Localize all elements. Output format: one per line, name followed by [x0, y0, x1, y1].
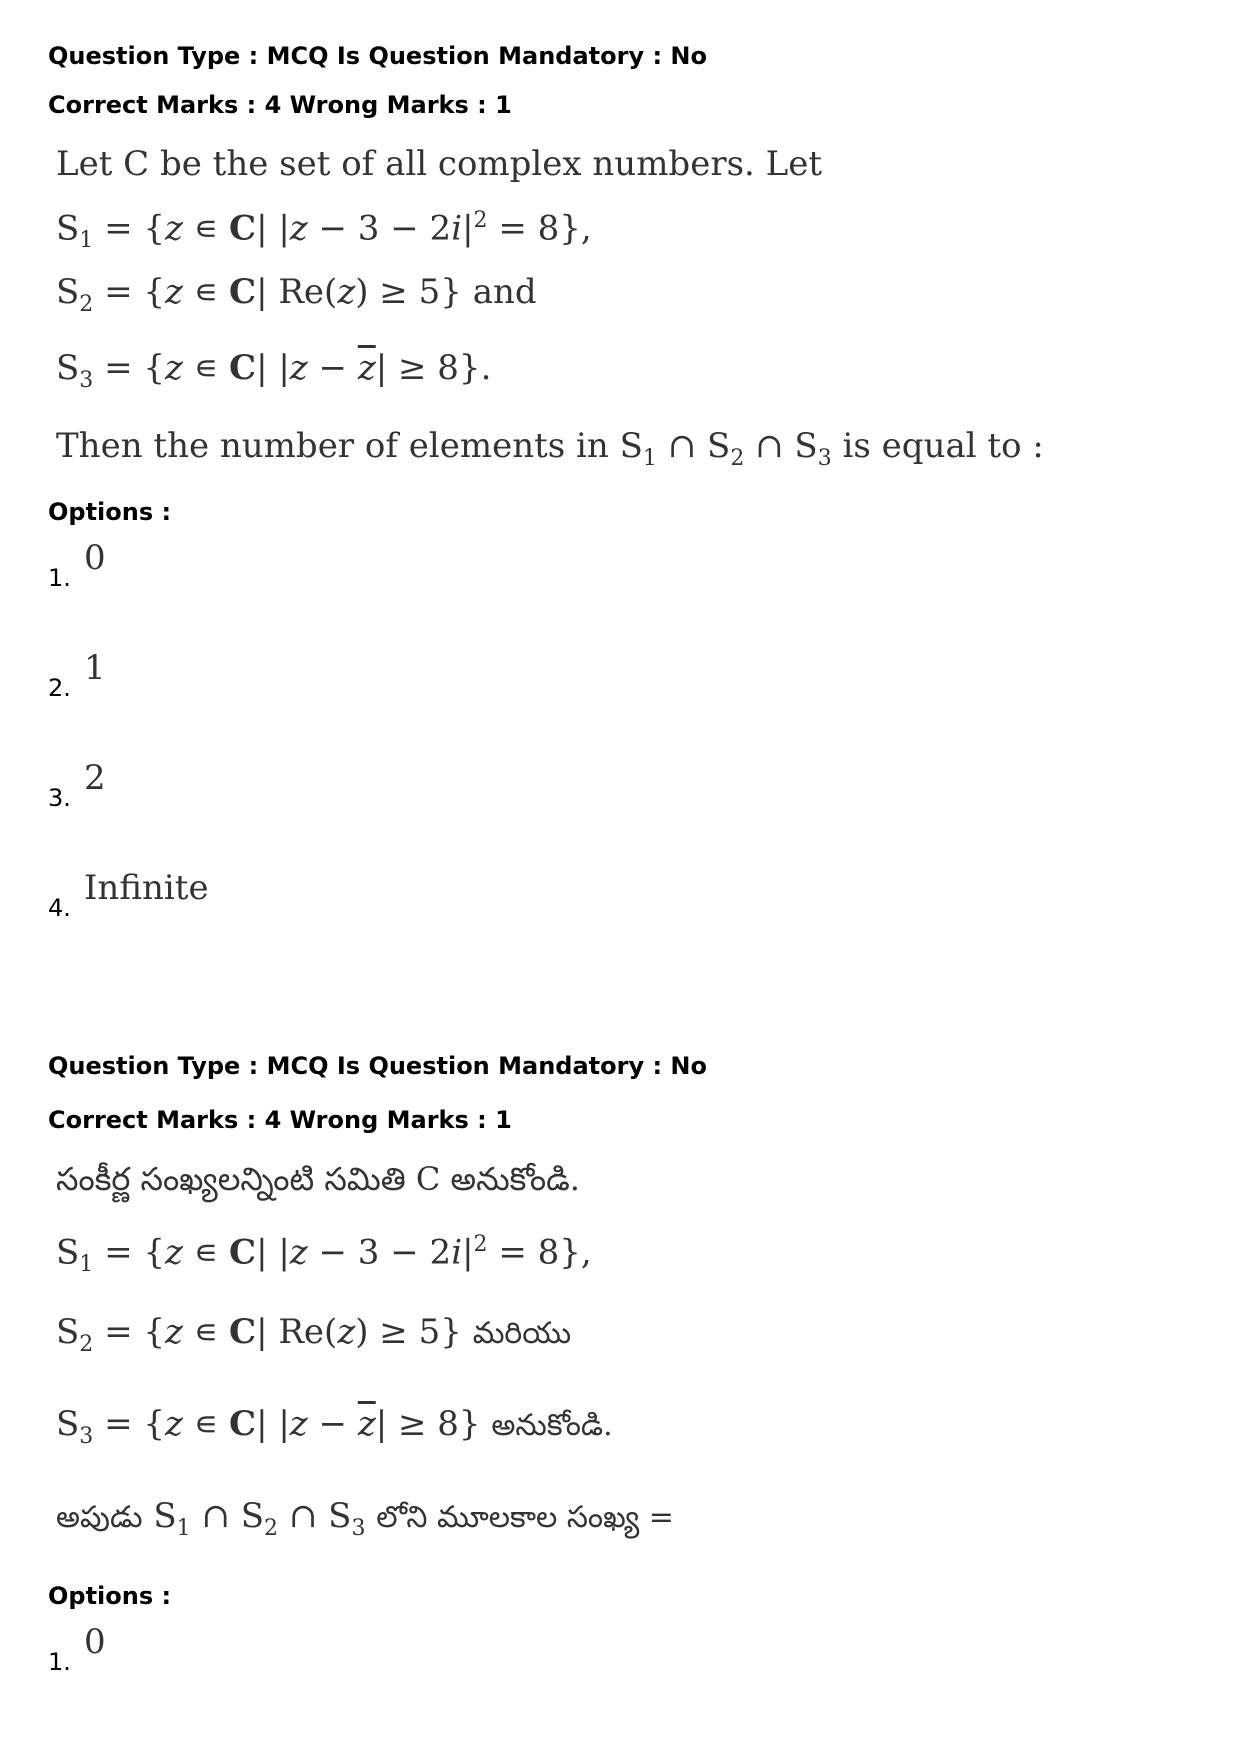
option-number: 3.	[48, 784, 71, 812]
set-s2-definition: $S_2 = \{z$ ∊ C| Re(z) ≥ 5} and	[56, 272, 537, 317]
option-value: 2	[84, 758, 106, 798]
option-number: 4.	[48, 894, 71, 922]
option-number: 1.	[48, 1648, 71, 1676]
option-number: 1.	[48, 564, 71, 592]
s2-conjunction: మరియు	[472, 1316, 572, 1351]
options-label: Options :	[48, 1582, 172, 1610]
question-intro: Let C be the set of all complex numbers. Let	[56, 144, 822, 184]
question-intro: సంకీర్ణ సంఖ్యలన్నింటి సమితి C అనుకోండి.	[56, 1160, 580, 1198]
s1-conjunction: ,	[580, 1232, 592, 1273]
s2-conjunction: and	[472, 272, 537, 312]
question-type-line: Question Type : MCQ Is Question Mandatory : No	[48, 42, 707, 70]
marks-line: Correct Marks : 4 Wrong Marks : 1	[48, 91, 512, 119]
set-s3-definition: $S_3 = \{z$ ∊ C| $|z - \overline{z}| \ge 8$}.	[56, 348, 492, 393]
set-s3-definition: $S_3 = \{z$ ∊ C| $|z - \overline{z}| \ge 8$} అనుకోండి.	[56, 1404, 613, 1449]
option-value: 0	[84, 1622, 106, 1662]
set-s1-definition: $S_1 = \{z$ ∊ C| $|z - 3 - 2i|^2 = 8$},	[56, 208, 592, 254]
option-value: 0	[84, 538, 106, 578]
options-label: Options :	[48, 498, 172, 526]
set-s1-definition: $S_1 = \{z$ ∊ C| $|z - 3 - 2i|^2 = 8$},	[56, 1232, 592, 1278]
option-value: Infinite	[84, 868, 209, 908]
question-type-line: Question Type : MCQ Is Question Mandatory : No	[48, 1052, 707, 1080]
s3-conjunction: అనుకోండి.	[491, 1408, 613, 1443]
conclusion-text: Then the number of elements in	[56, 426, 609, 466]
conclusion-text: అపుడు	[56, 1500, 143, 1535]
question-conclusion: అపుడు $S_1$ ∩ $S_2$ ∩ $S_3$ లోని మూలకాల సంఖ్య =	[56, 1496, 674, 1541]
option-value: 1	[84, 648, 106, 688]
question-conclusion: Then the number of elements in $S_1$ ∩ $S_2$ ∩ $S_3$ is equal to :	[56, 426, 1044, 471]
set-s2-definition: $S_2 = \{z$ ∊ C| Re(z) ≥ 5} మరియు	[56, 1312, 572, 1357]
conclusion-suffix: లోని మూలకాల సంఖ్య =	[376, 1500, 674, 1535]
conclusion-suffix: is equal to :	[842, 426, 1044, 466]
s1-conjunction: ,	[580, 208, 592, 249]
s3-conjunction: .	[480, 348, 492, 388]
marks-line: Correct Marks : 4 Wrong Marks : 1	[48, 1106, 512, 1134]
option-number: 2.	[48, 674, 71, 702]
